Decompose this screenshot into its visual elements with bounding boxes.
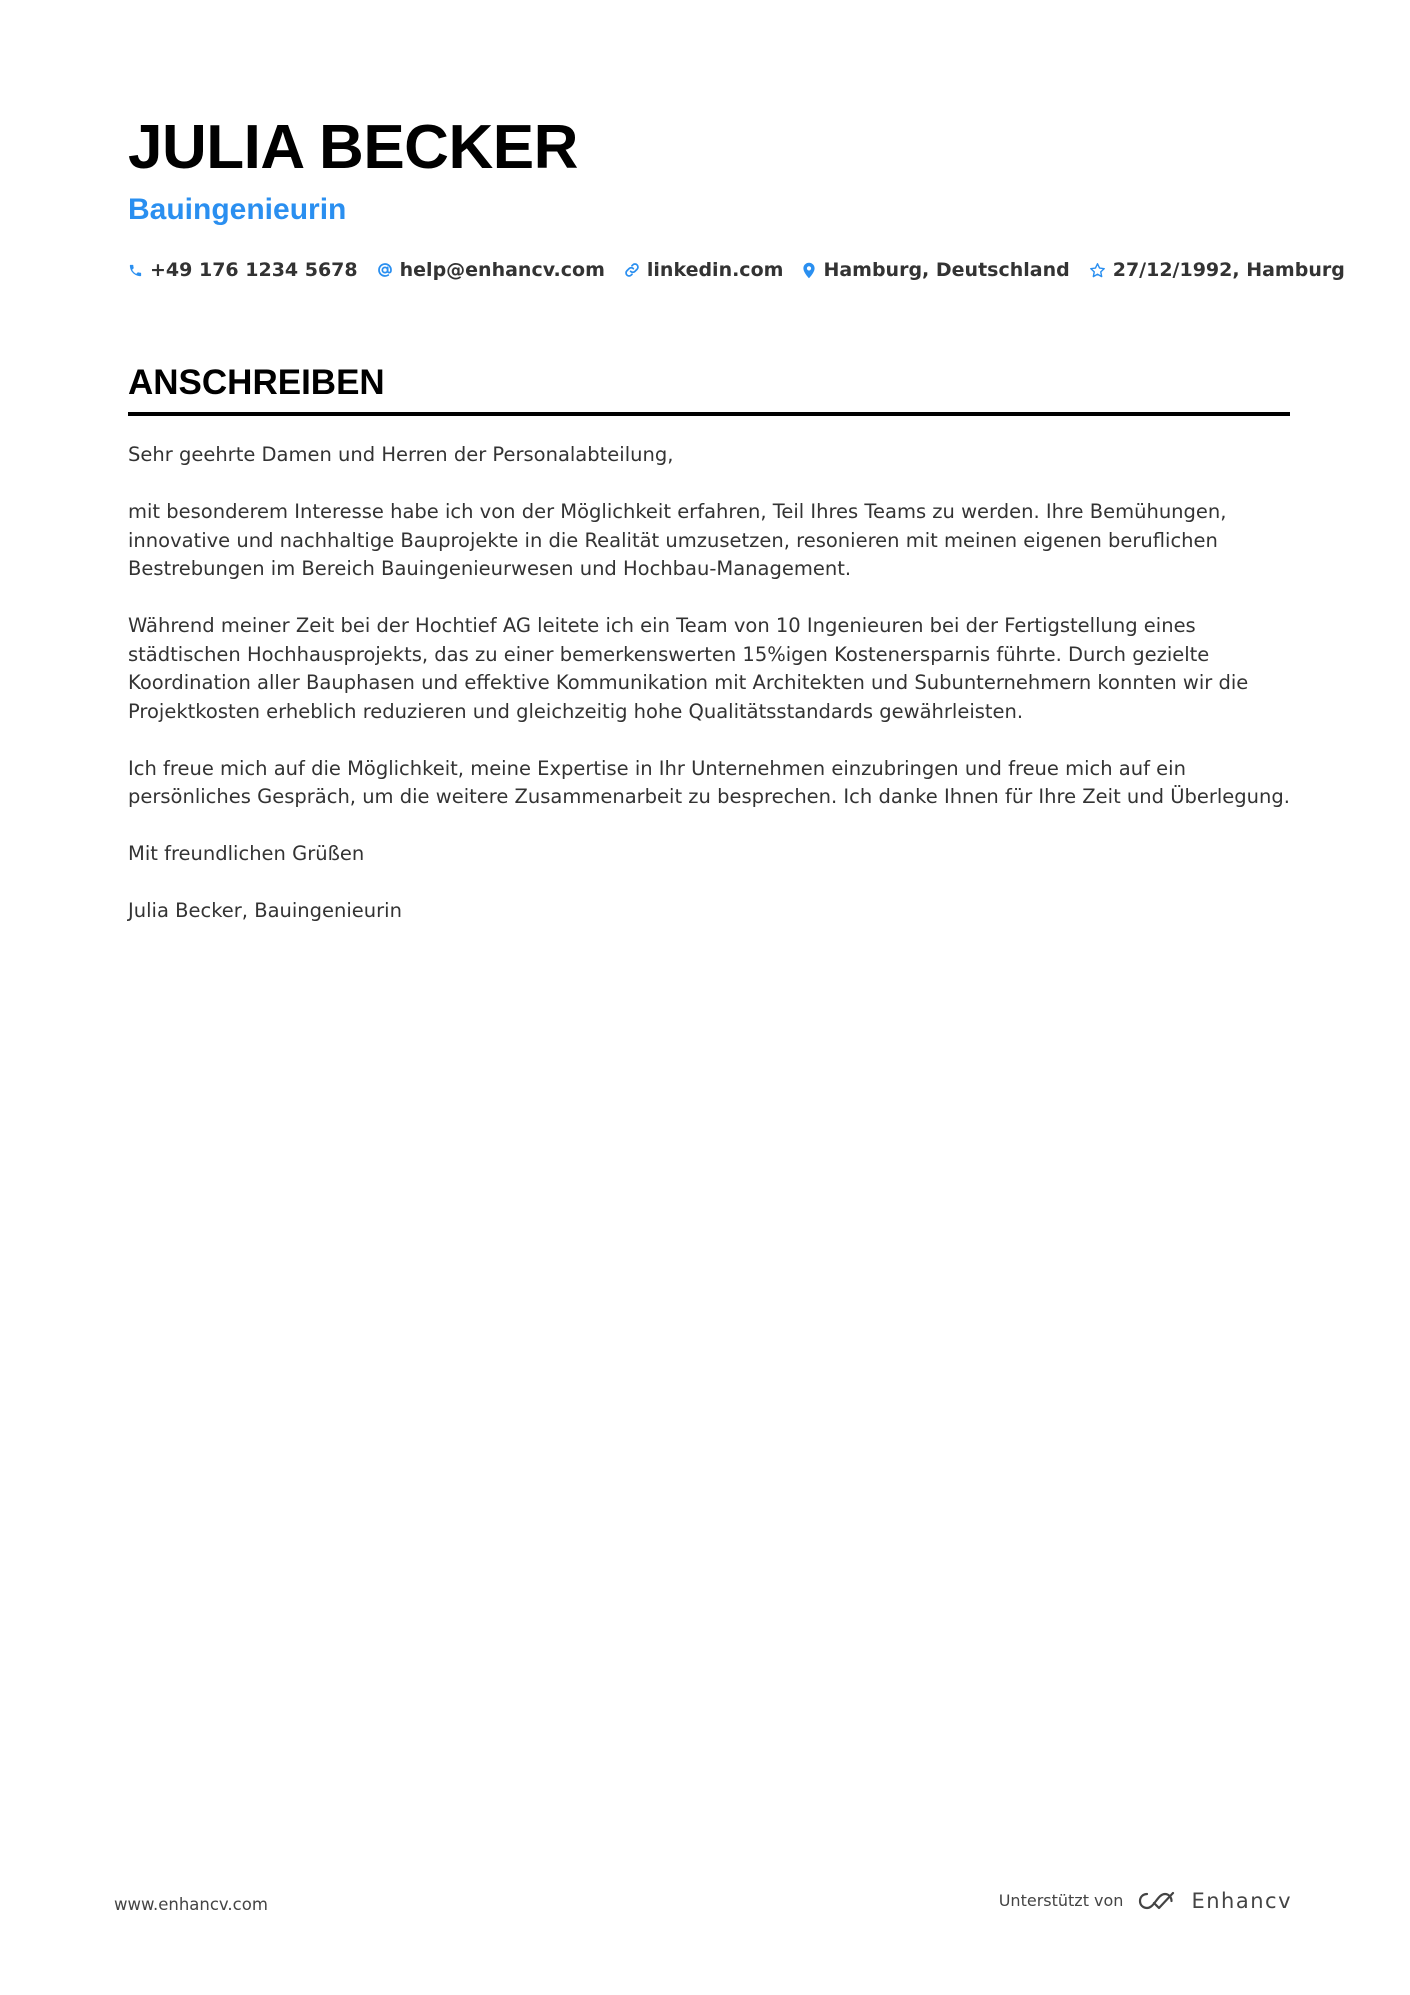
letter-paragraph: Ich freue mich auf die Möglichkeit, meine Expertise in Ihr Unternehmen einzubringen und freue mich auf ein persönliches Gespräch, um die weitere Zusammenarbeit zu besprechen. Ich danke Ihnen für Ihre Zeit und Überlegung. bbox=[128, 756, 1290, 808]
letter-signature: Julia Becker, Bauingenieurin bbox=[128, 899, 402, 922]
letter-salutation: Sehr geehrte Damen und Herren der Personalabteilung, bbox=[128, 443, 674, 466]
star-icon bbox=[1089, 262, 1106, 279]
enhancv-logo-icon bbox=[1135, 1889, 1181, 1913]
candidate-name: JULIA BECKER bbox=[128, 113, 578, 182]
powered-by-label: Unterstützt von bbox=[998, 1891, 1124, 1910]
candidate-role: Bauingenieurin bbox=[128, 193, 347, 226]
contact-email-text: help@enhancv.com bbox=[399, 259, 605, 281]
footer-website-link[interactable]: www.enhancv.com bbox=[114, 1895, 268, 1914]
at-icon bbox=[377, 262, 393, 278]
contact-birth bbox=[1089, 256, 1345, 284]
contact-bar bbox=[128, 256, 1345, 284]
section-divider bbox=[128, 412, 1290, 416]
link-icon bbox=[624, 262, 640, 278]
contact-phone bbox=[128, 256, 358, 284]
contact-birth-text: 27/12/1992, Hamburg bbox=[1112, 259, 1345, 281]
letter-closing: Mit freundlichen Grüßen bbox=[128, 842, 365, 865]
contact-location-text: Hamburg, Deutschland bbox=[823, 259, 1070, 281]
contact-email[interactable] bbox=[377, 256, 605, 284]
letter-paragraph: Während meiner Zeit bei der Hochtief AG leitete ich ein Team von 10 Ingenieuren bei der Fertigstellung eines städtischen Hochhausprojekts, das zu einer bemerkenswerten 15%igen Kostenersparnis führte. Durch gezielte Koordination aller Bauphasen und effektive Kommunikation mit Architekten und Subunternehmern konnten wir die Projektkosten erheblich reduzieren und gleichzeitig hohe Qualitätsstandards gewährleisten. bbox=[128, 614, 1249, 723]
letter-paragraph: mit besonderem Interesse habe ich von der Möglichkeit erfahren, Teil Ihres Teams zu werden. Ihre Bemühungen, innovative und nachhaltige Bauprojekte in die Realität umzusetzen, resonieren mit meinen eigenen beruflichen Bestrebungen im Bereich Bauingenieurwesen und Hochbau-Management. bbox=[128, 500, 1227, 580]
letter-body bbox=[128, 441, 1290, 926]
phone-icon bbox=[128, 263, 143, 278]
contact-linkedin-text: linkedin.com bbox=[646, 259, 784, 281]
location-pin-icon bbox=[802, 262, 816, 279]
footer-branding[interactable] bbox=[999, 1889, 1292, 1913]
contact-phone-text: +49 176 1234 5678 bbox=[150, 259, 358, 281]
cover-letter-page bbox=[128, 110, 1345, 954]
contact-linkedin[interactable] bbox=[624, 256, 784, 284]
section-title: ANSCHREIBEN bbox=[128, 363, 385, 402]
brand-name: Enhancv bbox=[1191, 1889, 1292, 1913]
contact-location bbox=[802, 256, 1069, 284]
